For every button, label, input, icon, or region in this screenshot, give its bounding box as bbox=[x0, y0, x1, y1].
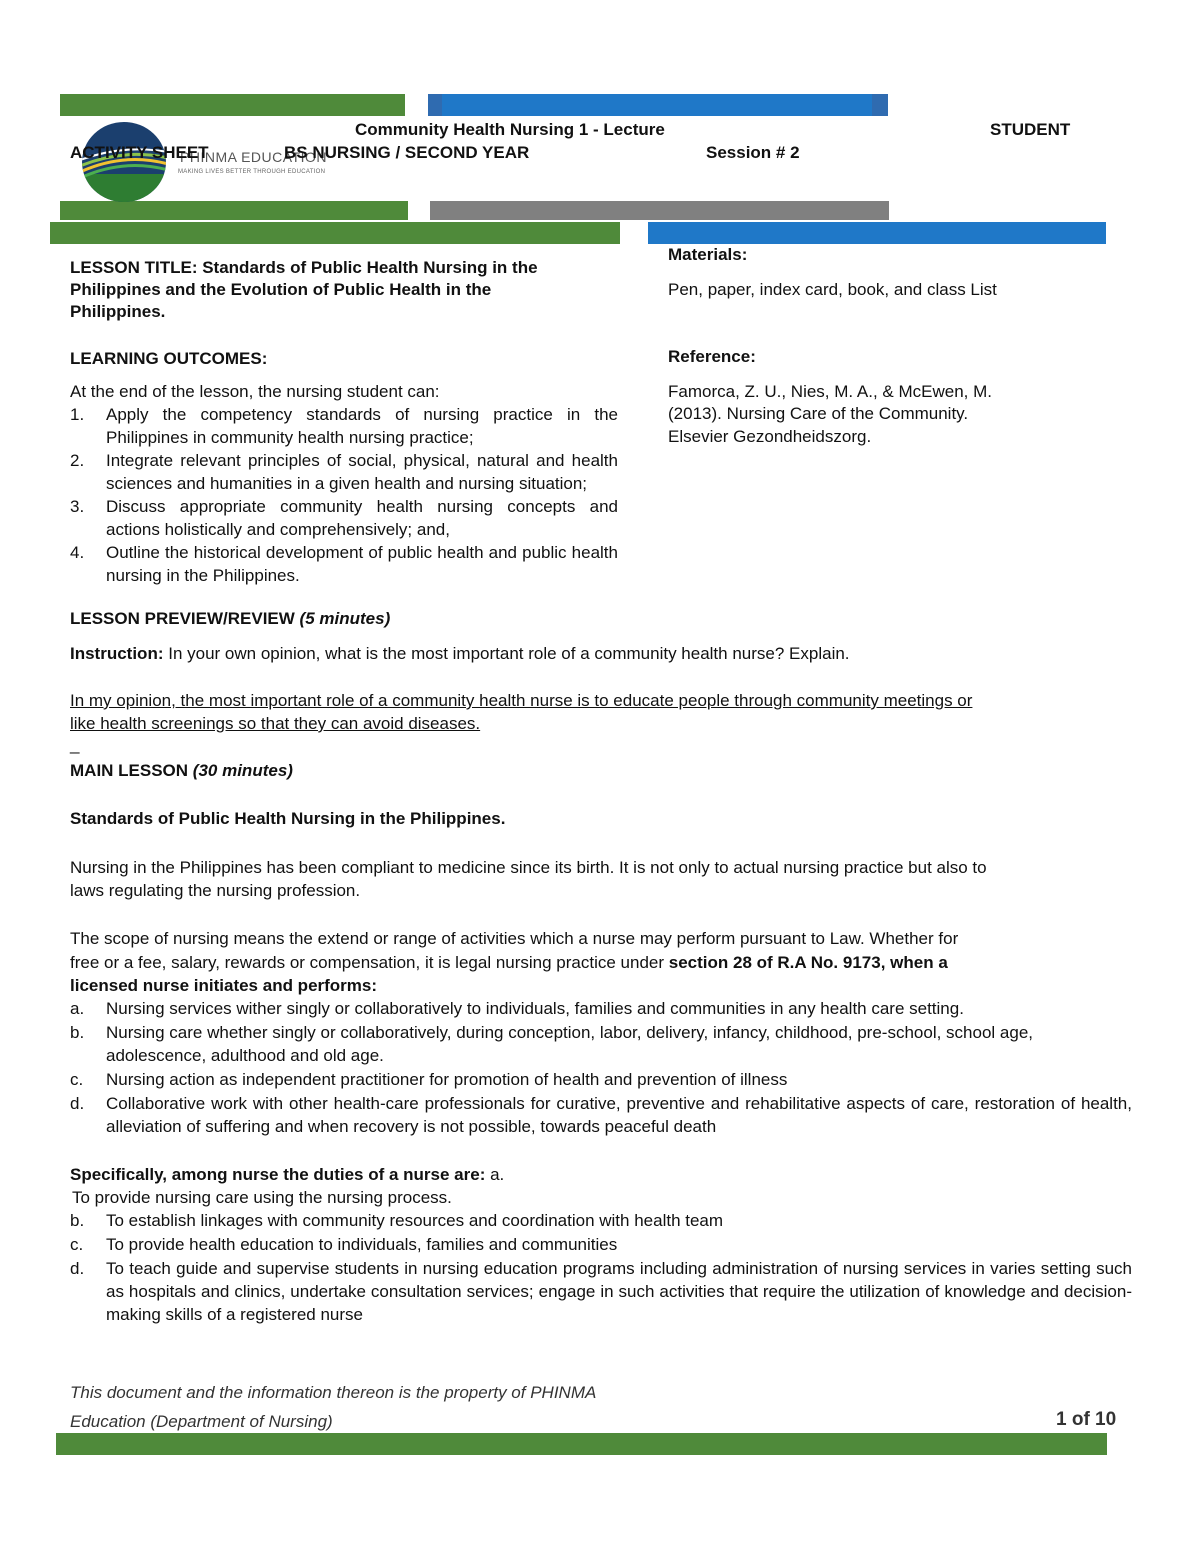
main-subheading: Standards of Public Health Nursing in the Philippines. bbox=[70, 809, 506, 828]
logo-tagline: MAKING LIVES BETTER THROUGH EDUCATION bbox=[178, 169, 326, 175]
list-marker: 2. bbox=[70, 451, 85, 470]
list-item bbox=[70, 1257, 1132, 1326]
logo-text: PHINMA EDUCATION bbox=[180, 149, 327, 165]
scope-line2 bbox=[70, 951, 948, 974]
list-text: Nursing action as independent practitioner for promotion of health and prevention of illness bbox=[106, 1070, 788, 1089]
duties-heading-text: Specifically, among nurse the duties of a nurse are: bbox=[70, 1165, 486, 1184]
list-marker: 1. bbox=[70, 405, 85, 424]
list-marker: c. bbox=[70, 1235, 84, 1254]
materials-heading: Materials: bbox=[668, 245, 748, 264]
header-bar-gray-mid bbox=[430, 201, 889, 220]
instruction-label: Instruction: bbox=[70, 644, 164, 663]
list-text: Nursing care whether singly or collaboratively, during conception, labor, delivery, infancy, childhood, pre-school, school age, adolescence, adulthood and old age. bbox=[106, 1023, 1033, 1065]
activity-sheet-label: ACTIVITY SHEET bbox=[70, 143, 209, 162]
reference-line1: Famorca, Z. U., Nies, M. A., & McEwen, M. bbox=[668, 382, 993, 401]
header-bar-green-bottom bbox=[50, 222, 620, 244]
footer-line1: This document and the information thereon is the property of PHINMA bbox=[70, 1383, 597, 1402]
list-text: Discuss appropriate community health nursing concepts and actions holistically and comprehensively; and, bbox=[106, 497, 618, 539]
list-marker: c. bbox=[70, 1070, 84, 1089]
list-item bbox=[70, 1068, 1132, 1091]
scope-line1: The scope of nursing means the extend or range of activities which a nurse may perform pursuant to Law. Whether for bbox=[70, 929, 959, 948]
scope-line2-text: free or a fee, salary, rewards or compensation, it is legal nursing practice under bbox=[70, 953, 669, 972]
scope-line2-law: section 28 of R.A No. 9173, when a bbox=[668, 953, 948, 972]
outcomes-list bbox=[70, 403, 618, 587]
program-label: BS NURSING / SECOND YEAR bbox=[284, 143, 530, 162]
footer-bar-green bbox=[56, 1433, 1107, 1455]
main-time: (30 minutes) bbox=[192, 761, 293, 780]
duties-first-marker: a. bbox=[485, 1165, 505, 1184]
lesson-title-line2: Philippines and the Evolution of Public Health in the bbox=[70, 280, 492, 299]
outcomes-heading: LEARNING OUTCOMES: bbox=[70, 349, 268, 368]
list-item bbox=[70, 1021, 1132, 1067]
student-label: STUDENT bbox=[990, 120, 1071, 139]
reference-heading: Reference: bbox=[668, 347, 756, 366]
instruction bbox=[70, 642, 850, 665]
page-number: 1 of 10 bbox=[1056, 1409, 1117, 1430]
answer-dash: _ bbox=[70, 735, 80, 754]
list-item bbox=[70, 449, 618, 495]
list-text: To teach guide and supervise students in nursing education programs including administration of nursing services in varies setting such as hospitals and clinics, undertake consultation services; engage in such activities that require the utilization of knowledge and decision-making skills of a registered nurse bbox=[106, 1259, 1132, 1324]
lesson-title-line1: LESSON TITLE: Standards of Public Health Nursing in the bbox=[70, 258, 538, 277]
header-bar-blue-top-accent bbox=[428, 94, 442, 116]
scope-list bbox=[70, 997, 1132, 1138]
header-bar-green-mid bbox=[60, 201, 408, 220]
preview-heading-text: LESSON PREVIEW/REVIEW bbox=[70, 609, 300, 628]
list-marker: d. bbox=[70, 1259, 85, 1278]
list-marker: 4. bbox=[70, 543, 85, 562]
list-marker: b. bbox=[70, 1023, 85, 1042]
list-text: To provide health education to individuals, families and communities bbox=[106, 1235, 618, 1254]
list-item bbox=[70, 495, 618, 541]
list-marker: d. bbox=[70, 1094, 85, 1113]
answer-line1: In my opinion, the most important role of a community health nurse is to educate people through community meetings or bbox=[70, 691, 973, 710]
footer-line2: Education (Department of Nursing) bbox=[70, 1412, 333, 1431]
list-item bbox=[70, 541, 618, 587]
duties-first-text: To provide nursing care using the nursing process. bbox=[72, 1188, 452, 1207]
duties-heading bbox=[70, 1163, 504, 1186]
list-text: Collaborative work with other health-care professionals for curative, preventive and rehabilitative aspects of care, restoration of health, alleviation of suffering and when recovery is not possible, towards peaceful death bbox=[106, 1094, 1132, 1136]
para1-line2: laws regulating the nursing profession. bbox=[70, 881, 361, 900]
main-heading-text: MAIN LESSON bbox=[70, 761, 193, 780]
list-item bbox=[70, 403, 618, 449]
list-marker: a. bbox=[70, 999, 85, 1018]
answer-line2: like health screenings so that they can avoid diseases. bbox=[70, 714, 481, 733]
materials-text: Pen, paper, index card, book, and class List bbox=[668, 280, 997, 299]
lesson-title-line3: Philippines. bbox=[70, 302, 166, 321]
preview-heading bbox=[70, 607, 390, 630]
scope-line3: licensed nurse initiates and performs: bbox=[70, 976, 378, 995]
list-text: Nursing services wither singly or collaboratively to individuals, families and communities in any health care setting. bbox=[106, 999, 964, 1018]
list-marker: b. bbox=[70, 1211, 85, 1230]
main-heading bbox=[70, 759, 293, 782]
reference-line2: (2013). Nursing Care of the Community. bbox=[668, 404, 969, 423]
list-item bbox=[70, 1209, 1132, 1232]
instruction-text: In your own opinion, what is the most important role of a community health nurse? Explain. bbox=[163, 644, 850, 663]
preview-time: (5 minutes) bbox=[299, 609, 391, 628]
session-label: Session # 2 bbox=[706, 143, 800, 162]
list-item bbox=[70, 1233, 1132, 1256]
header-bar-blue-top-accent-right bbox=[872, 94, 888, 116]
list-marker: 3. bbox=[70, 497, 85, 516]
list-text: Outline the historical development of public health and public health nursing in the Philippines. bbox=[106, 543, 618, 585]
duties-list bbox=[70, 1209, 1132, 1326]
list-item bbox=[70, 997, 1132, 1020]
course-title: Community Health Nursing 1 - Lecture bbox=[355, 120, 665, 139]
reference-line3: Elsevier Gezondheidszorg. bbox=[668, 427, 872, 446]
list-text: Apply the competency standards of nursing practice in the Philippines in community health nursing practice; bbox=[106, 405, 618, 447]
header-bar-blue-top bbox=[428, 94, 888, 116]
outcomes-intro: At the end of the lesson, the nursing student can: bbox=[70, 382, 440, 401]
list-text: To establish linkages with community resources and coordination with health team bbox=[106, 1211, 724, 1230]
list-item bbox=[70, 1092, 1132, 1138]
list-text: Integrate relevant principles of social, physical, natural and health sciences and humanities in a given health and nursing situation; bbox=[106, 451, 618, 493]
header-bar-green-top bbox=[60, 94, 405, 116]
para1-line1: Nursing in the Philippines has been compliant to medicine since its birth. It is not only to actual nursing practice but also to bbox=[70, 858, 987, 877]
header-bar-blue-bottom bbox=[648, 222, 1106, 244]
